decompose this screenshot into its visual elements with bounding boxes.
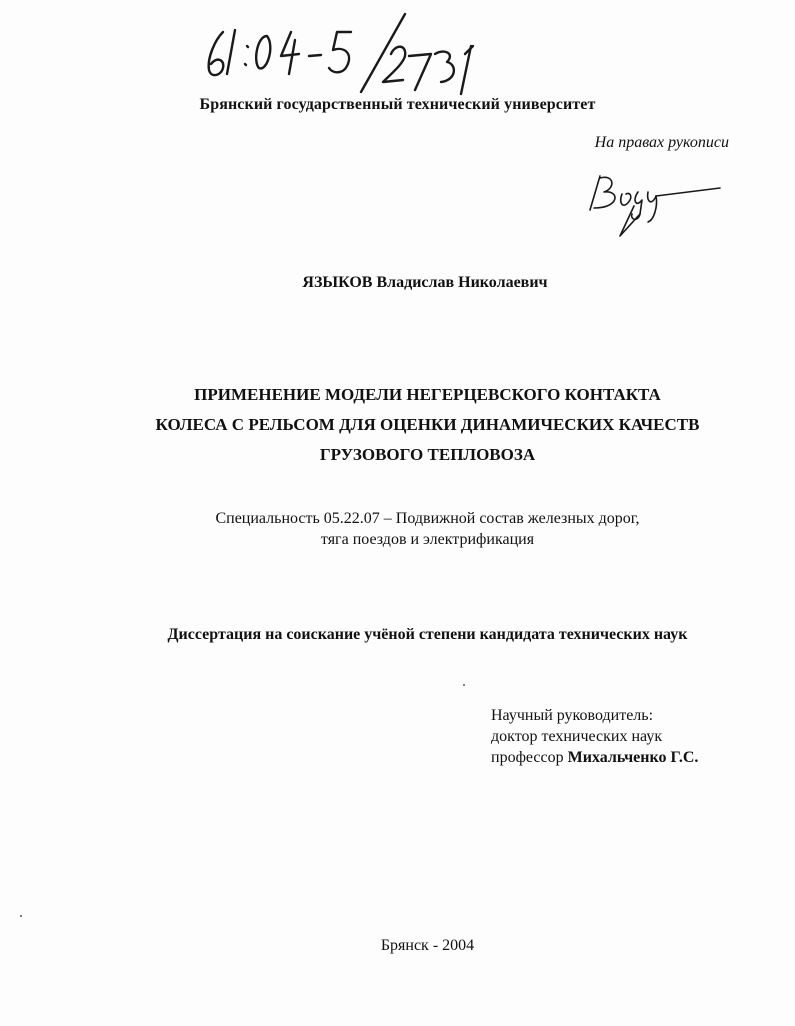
advisor-title: профессор [491,749,568,766]
handwritten-archive-number [195,10,495,105]
title-line: ПРИМЕНЕНИЕ МОДЕЛИ НЕГЕРЦЕВСКОГО КОНТАКТА [194,385,661,404]
city-and-year: Брянск - 2004 [380,937,475,954]
author-name: ЯЗЫКОВ Владислав Николаевич [302,274,548,291]
scan-speck [20,915,22,917]
degree-statement: Диссертация на соискание учёной степени кандидата технических наук [167,626,688,643]
specialty-line: тяга поездов и электрификация [320,531,535,548]
advisor-degree: доктор технических наук [491,728,663,745]
scan-speck [463,684,465,686]
university-name: Брянский государственный технический университет [199,96,596,113]
advisor-title-name [491,747,698,768]
manuscript-rights-note: На правах рукописи [594,134,729,151]
scientific-advisor [491,705,698,768]
specialty [0,508,795,550]
dissertation-title [0,380,795,470]
advisor-role: Научный руководитель: [491,707,654,724]
title-line: КОЛЕСА С РЕЛЬСОМ ДЛЯ ОЦЕНКИ ДИНАМИЧЕСКИХ КАЧЕСТВ [155,415,700,434]
title-line: ГРУЗОВОГО ТЕПЛОВОЗА [319,445,536,464]
specialty-line: Специальность 05.22.07 – Подвижной состав железных дорог, [215,510,640,527]
advisor-name: Михальченко Г.С. [567,749,699,766]
author-signature [580,170,730,250]
